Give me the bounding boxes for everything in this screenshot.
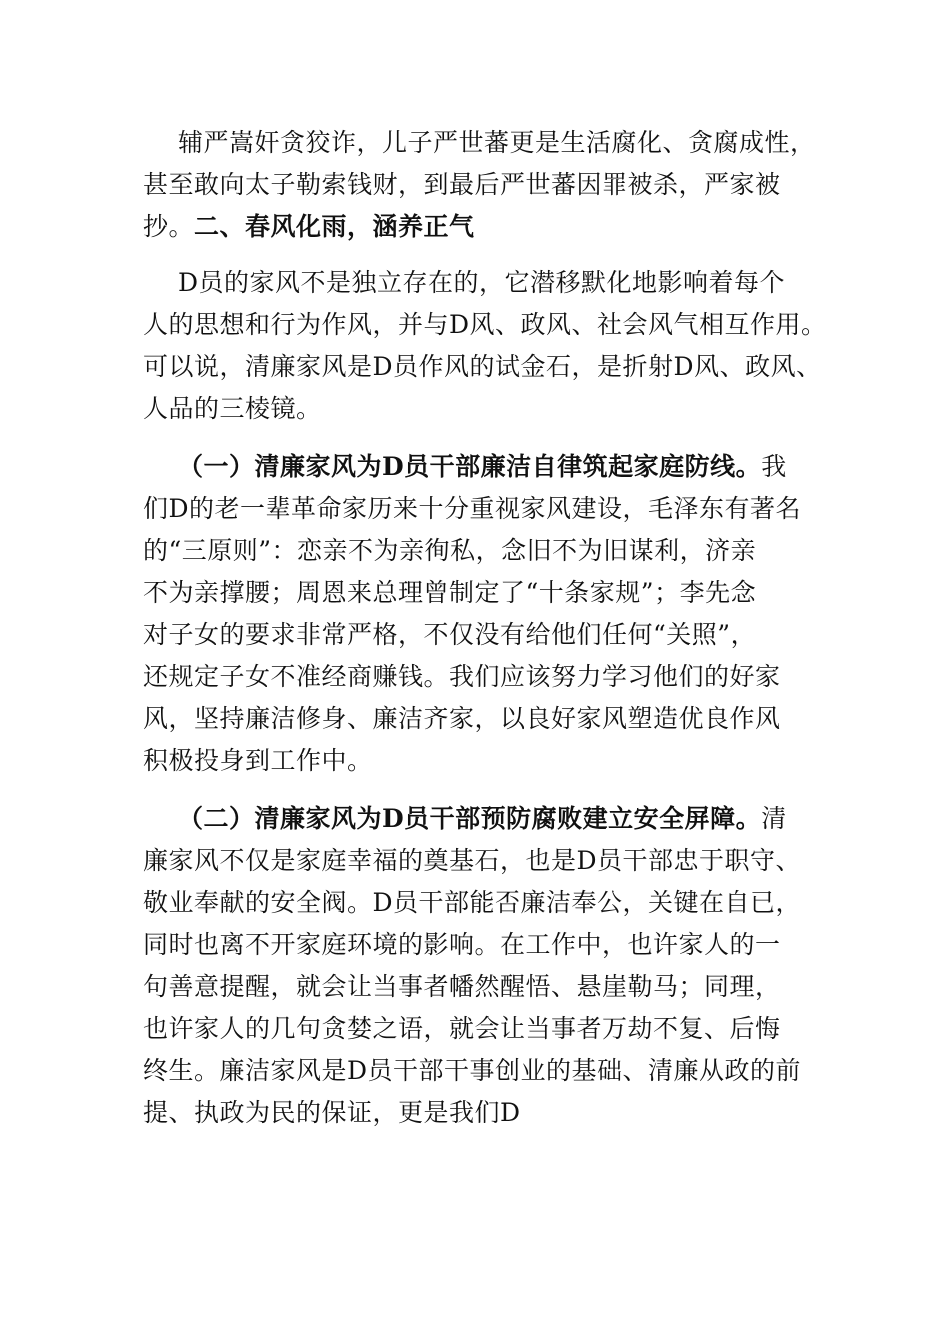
section-heading: 二、春风化雨，涵养正气 [194,212,475,241]
text-fragment: 清 [761,804,787,833]
text-line: 辅严嵩奸贪狡诈，儿子严世蕃更是生活腐化、贪腐成性， [178,128,816,157]
text-fragment: 我 [761,452,787,481]
subsection-heading-2: （二）清廉家风为D员干部预防腐败建立安全屏障。 [178,804,762,833]
text-line: 对子女的要求非常严格，不仅没有给他们任何“关照”， [143,620,757,649]
text-line [178,452,787,482]
text-line: 人品的三棱镜。 [143,394,322,423]
text-line: 甚至敢向太子勒索钱财，到最后严世蕃因罪被杀，严家被 [143,170,781,199]
text-line: 句善意提醒，就会让当事者幡然醒悟、悬崖勒马；同理， [143,972,781,1001]
text-line: 同时也离不开家庭环境的影响。在工作中，也许家人的一 [143,930,781,959]
text-line: D员的家风不是独立存在的，它潜移默化地影响着每个 [178,268,786,297]
text-line: 人的思想和行为作风，并与D风、政风、社会风气相互作用。 [143,310,827,339]
text-line: 不为亲撑腰；周恩来总理曾制定了“十条家规”；李先念 [143,578,757,607]
text-line: 廉家风不仅是家庭幸福的奠基石，也是D员干部忠于职守、 [143,846,802,875]
text-line [178,804,787,834]
text-line [143,212,475,242]
text-line: 还规定子女不准经商赚钱。我们应该努力学习他们的好家 [143,662,781,691]
subsection-heading-1: （一）清廉家风为D员干部廉洁自律筑起家庭防线。 [178,452,762,481]
text-line: 的“三原则”：恋亲不为亲徇私，念旧不为旧谋利，济亲 [143,536,757,565]
text-line: 们D的老一辈革命家历来十分重视家风建设，毛泽东有著名 [143,494,802,523]
text-line: 敬业奉献的安全阀。D员干部能否廉洁奉公，关键在自已， [143,888,802,917]
text-line: 也许家人的几句贪婪之语，就会让当事者万劫不复、后悔 [143,1014,781,1043]
text-line: 提、执政为民的保证，更是我们D [143,1098,521,1127]
text-line: 风，坚持廉洁修身、廉洁齐家，以良好家风塑造优良作风 [143,704,781,733]
text-line: 终生。廉洁家风是D员干部干事创业的基础、清廉从政的前 [143,1056,802,1085]
text-line: 可以说，清廉家风是D员作风的试金石，是折射D风、政风、 [143,352,822,381]
text-line: 积极投身到工作中。 [143,746,373,775]
text-fragment: 抄。 [143,212,195,241]
